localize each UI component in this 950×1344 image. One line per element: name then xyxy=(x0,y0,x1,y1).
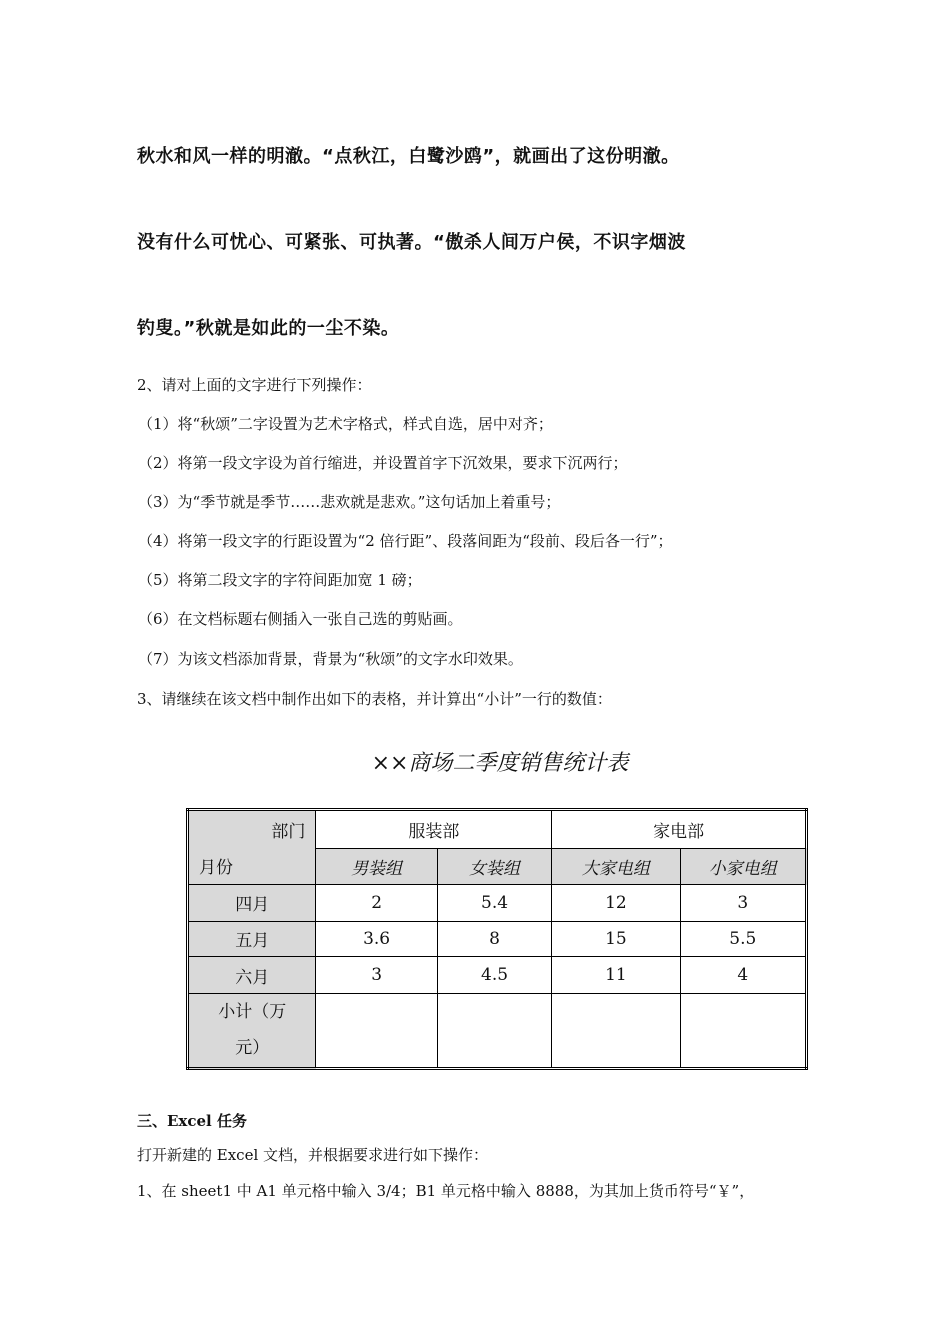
excel-section-title: 三、Excel 任务 xyxy=(137,1112,247,1130)
task2-item-2: （2）将第一段文字设为首行缩进，并设置首字下沉效果，要求下沉两行； xyxy=(138,454,628,472)
subtotal-cell xyxy=(552,993,680,1068)
subtotal-row xyxy=(188,993,807,1068)
excel-item-1: 1、在 sheet1 中 A1 单元格中输入 3/4；B1 单元格中输入 8888，为其加上货币符号“￥”， xyxy=(137,1182,755,1200)
poem-line-1: 秋水和风一样的明澈。“点秋江，白鹭沙鸥”，就画出了这份明澈。 xyxy=(137,146,680,167)
table-row xyxy=(188,957,807,994)
task2-item-5: （5）将第二段文字的字符间距加宽 1 磅； xyxy=(138,571,422,589)
subtotal-label-line1: 小计（万 xyxy=(218,1002,287,1023)
task2-item-6: （6）在文档标题右侧插入一张自己选的剪贴画。 xyxy=(138,610,463,628)
corner-month-label: 月份 xyxy=(199,858,233,879)
month-cell: 六月 xyxy=(188,957,316,994)
group-header: 小家电组 xyxy=(680,848,806,885)
value-cell: 3.6 xyxy=(316,921,437,957)
task2-heading: 2、请对上面的文字进行下列操作： xyxy=(137,376,372,394)
table-row xyxy=(188,921,807,957)
dept-header-appliance: 家电部 xyxy=(552,810,807,849)
task2-item-3: （3）为“季节就是季节……悲欢就是悲欢。”这句话加上着重号； xyxy=(138,493,561,511)
value-cell: 2 xyxy=(316,885,437,922)
poem-line-2: 没有什么可忧心、可紧张、可执著。“傲杀人间万户侯，不识字烟波 xyxy=(137,232,686,253)
value-cell: 3 xyxy=(316,957,437,994)
value-cell: 15 xyxy=(552,921,680,957)
value-cell: 5.4 xyxy=(437,885,551,922)
subtotal-cell xyxy=(680,993,806,1068)
task2-item-4: （4）将第一段文字的行距设置为“2 倍行距”、段落间距为“段前、段后各一行”； xyxy=(138,532,673,550)
excel-intro: 打开新建的 Excel 文档，并根据要求进行如下操作： xyxy=(137,1146,489,1164)
value-cell: 4.5 xyxy=(437,957,551,994)
value-cell: 8 xyxy=(437,921,551,957)
table-corner-cell xyxy=(188,810,316,885)
table-row xyxy=(188,885,807,922)
month-cell: 五月 xyxy=(188,921,316,957)
task2-item-1: （1）将“秋颂”二字设置为艺术字格式，样式自选，居中对齐； xyxy=(138,415,553,433)
value-cell: 4 xyxy=(680,957,806,994)
group-header: 男装组 xyxy=(316,848,437,885)
poem-line-3: 钓叟。”秋就是如此的一尘不染。 xyxy=(137,318,400,339)
subtotal-cell xyxy=(316,993,437,1068)
value-cell: 12 xyxy=(552,885,680,922)
subtotal-cell xyxy=(437,993,551,1068)
sales-table xyxy=(186,808,808,1070)
corner-dept-label: 部门 xyxy=(271,822,306,842)
task2-item-7: （7）为该文档添加背景，背景为“秋颂”的文字水印效果。 xyxy=(138,650,523,668)
group-header: 女装组 xyxy=(437,848,551,885)
subtotal-label xyxy=(188,993,316,1068)
subtotal-label-line2: 元） xyxy=(235,1038,270,1059)
value-cell: 3 xyxy=(680,885,806,922)
value-cell: 5.5 xyxy=(680,921,806,957)
group-header: 大家电组 xyxy=(552,848,680,885)
table-title: ××商场二季度销售统计表 xyxy=(371,751,629,776)
month-cell: 四月 xyxy=(188,885,316,922)
value-cell: 11 xyxy=(552,957,680,994)
dept-header-clothing: 服装部 xyxy=(316,810,552,849)
task3-heading: 3、请继续在该文档中制作出如下的表格，并计算出“小计”一行的数值： xyxy=(137,690,612,708)
